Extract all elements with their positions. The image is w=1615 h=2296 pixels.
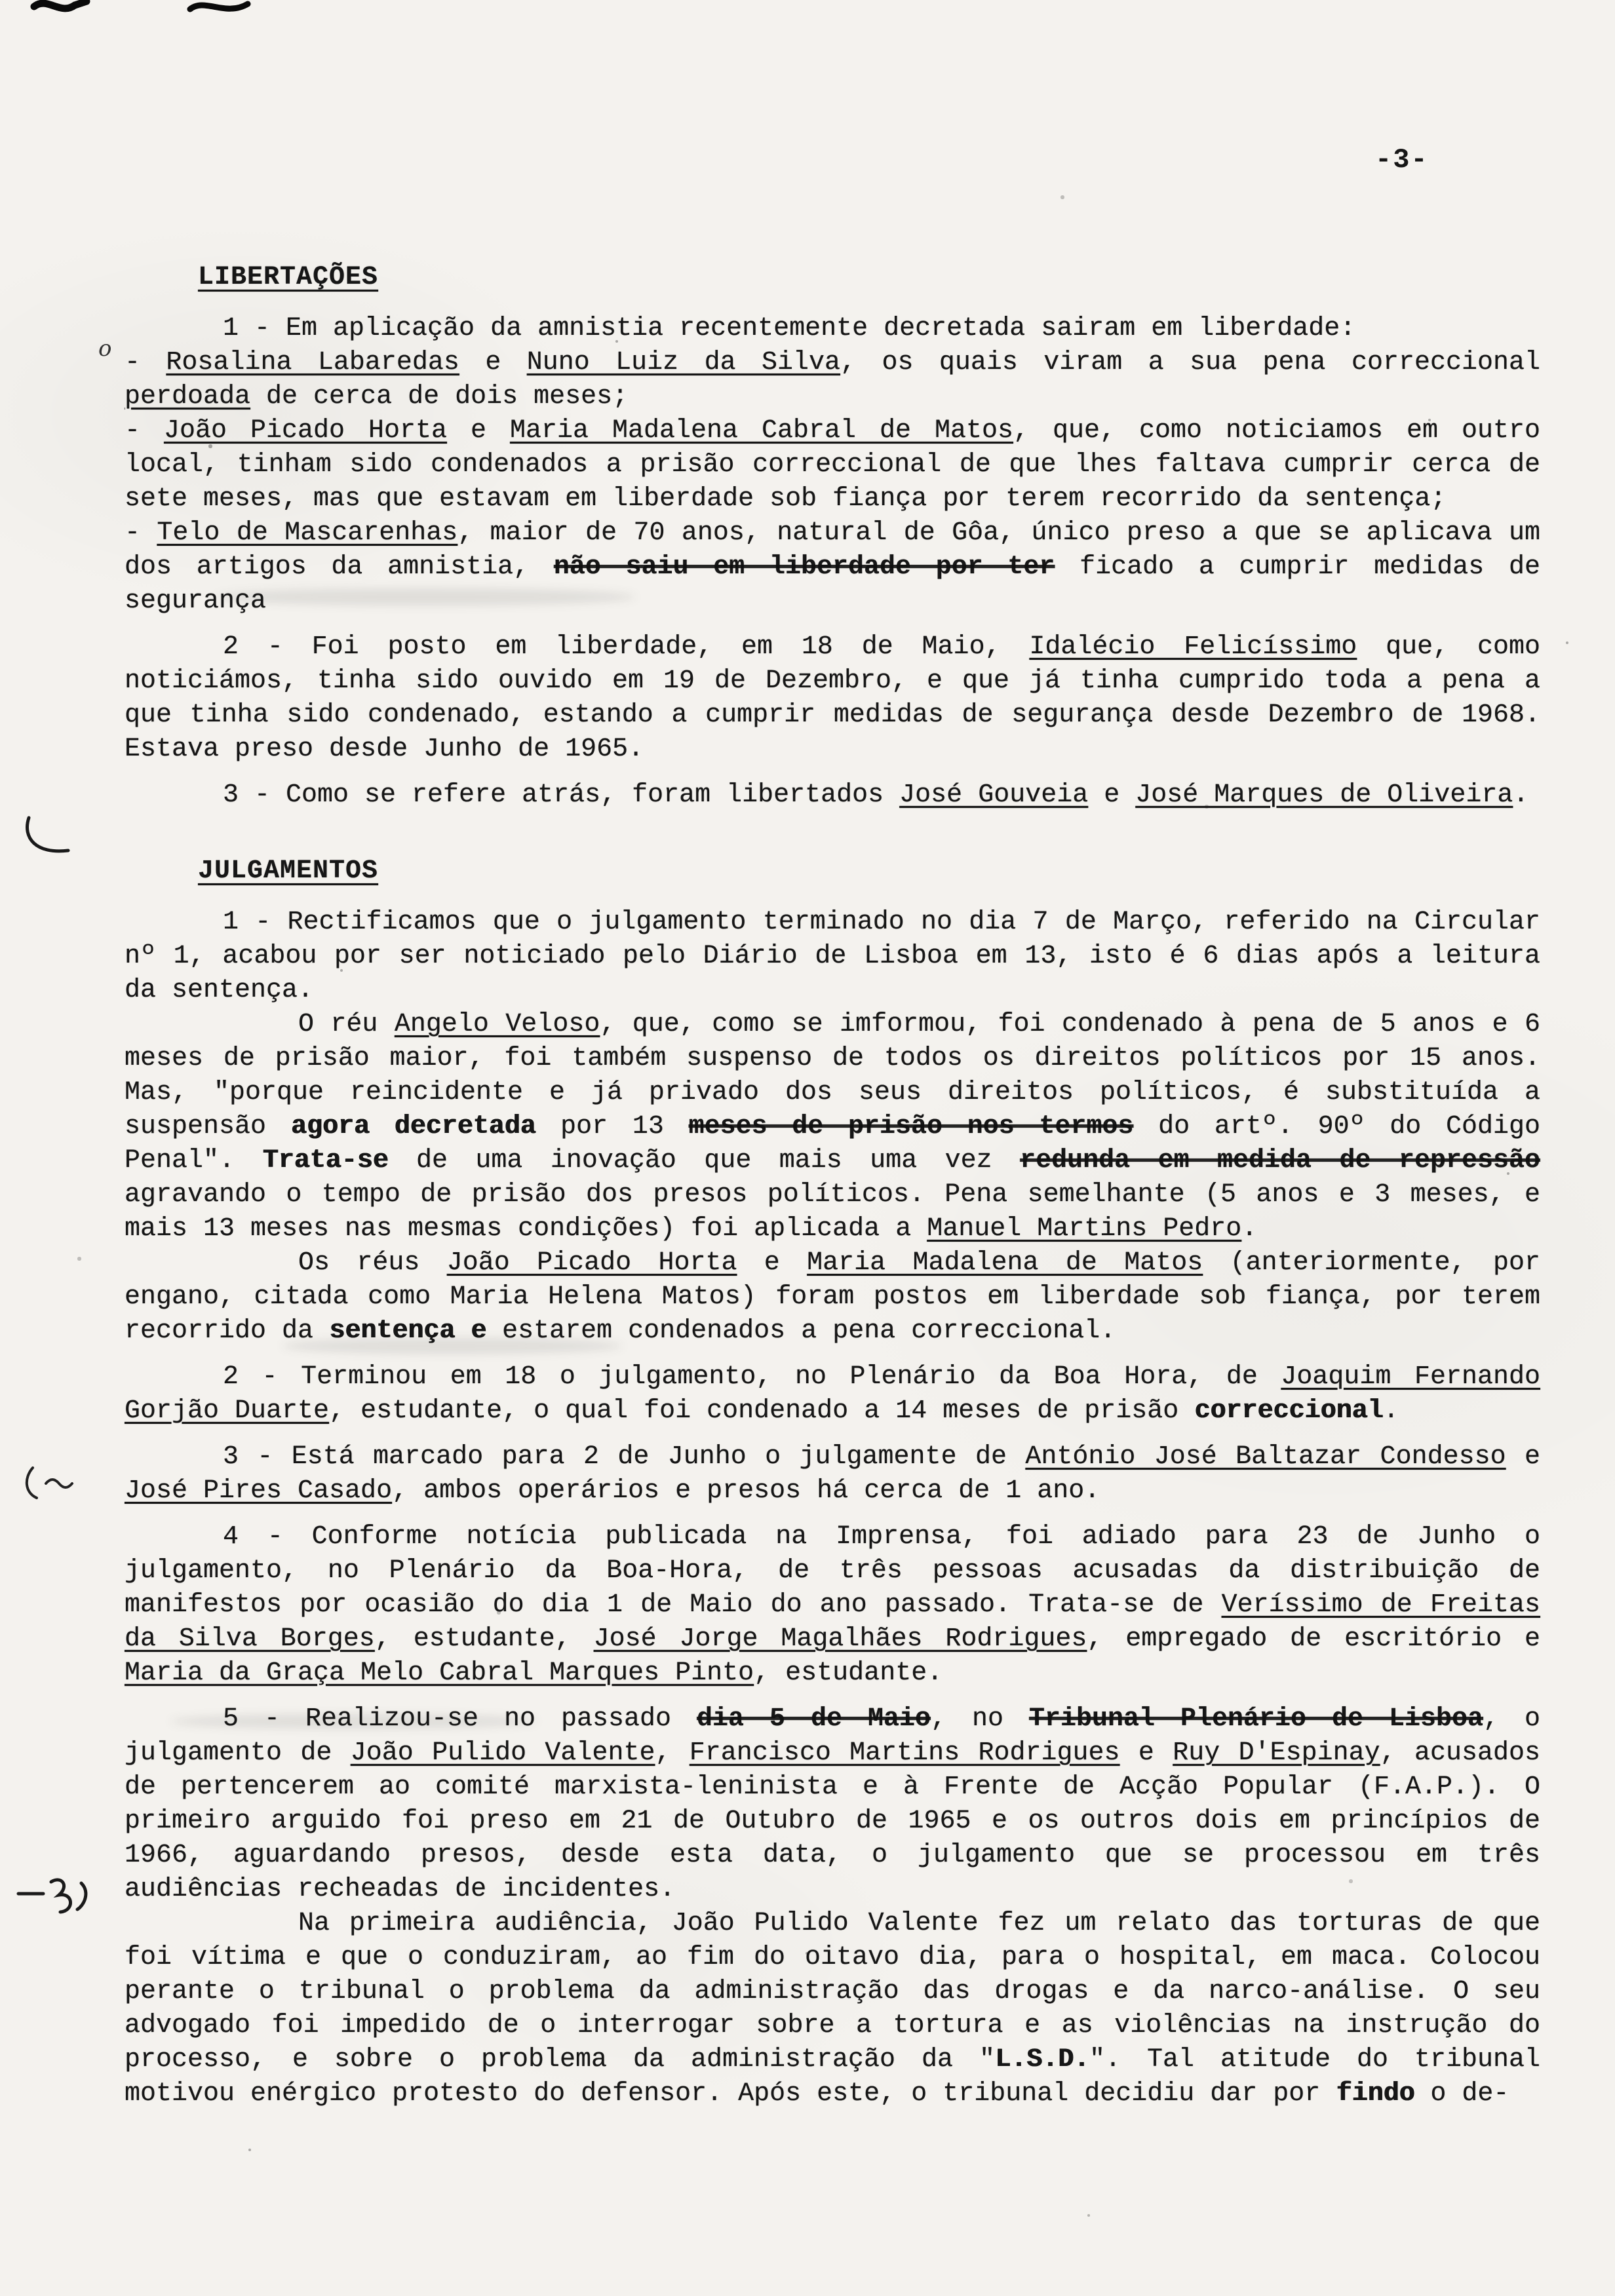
- text-run: Trata-se: [262, 1146, 389, 1176]
- paragraph: [125, 778, 1540, 813]
- paragraph: [125, 1360, 1540, 1428]
- text-run: ,: [655, 1738, 690, 1768]
- pen-mark-margin: [18, 1463, 84, 1504]
- paragraph: [125, 1008, 1540, 1246]
- text-run: 1 - Em aplicação da amnistia recentemente decretada sairam em liberdade:: [223, 314, 1356, 343]
- document-body: [125, 261, 1540, 2111]
- text-run: do artº. 90º do Código Penal".: [125, 1112, 1541, 1176]
- text-run: Tribunal Plenário de Lisboa: [1028, 1704, 1484, 1734]
- text-run: e: [1506, 1442, 1540, 1472]
- text-run: , maior de 70 anos, natural de Gôa, único preso a que se aplicava um dos artigos da amnistia,: [125, 518, 1540, 582]
- text-run: ". Tal atitude do tribunal motivou enérgico protesto do defensor. Após este, o tribunal decidiu dar por: [125, 2045, 1540, 2109]
- text-run: L.S.D.: [994, 2045, 1089, 2075]
- text-run: estarem condenados a pena correccional.: [486, 1316, 1116, 1346]
- underlined-name: João Picado Horta: [163, 416, 447, 446]
- ink-scribble-top-left: [26, 0, 275, 29]
- text-run: , ambos operários e presos há cerca de 1 ano.: [392, 1476, 1100, 1506]
- text-run: não saiu em liberdade por ter: [553, 552, 1055, 582]
- paragraph: [125, 906, 1540, 1008]
- text-run: ficado a cumprir medidas de segurança: [125, 552, 1540, 616]
- underlined-name: Rosalina Labaredas: [166, 348, 459, 377]
- text-run: e: [459, 348, 527, 377]
- text-run: de uma inovação que mais uma vez: [388, 1146, 1021, 1176]
- text-run: que, como noticiámos, tinha sido ouvido em 19 de Dezembro, e que já tinha cumprido toda a pena a que tinha sido condenado, estando a cumprir medidas de segurança desde Dezembro de 1968. Estava preso desde Junho de 1965.: [125, 632, 1540, 764]
- underlined-name: Maria da Graça Melo Cabral Marques Pinto: [125, 1658, 754, 1688]
- text-run: .: [1383, 1396, 1399, 1426]
- paragraph: [125, 630, 1540, 767]
- text-run: 2 - Terminou em 18 o julgamento, no Plenário da Boa Hora, de: [223, 1362, 1281, 1392]
- text-run: (anteriormente, por engano, citada como Maria Helena Matos) foram postos em liberdade sob fiança, por terem recorrido da: [125, 1248, 1541, 1346]
- underlined-name: Joaquim Fernando Gorjão Duarte: [125, 1362, 1541, 1426]
- underlined-name: José Marques de Oliveira: [1135, 780, 1513, 810]
- text-run: de cerca de dois meses;: [250, 382, 629, 411]
- underlined-name: Ruy D'Espinay: [1173, 1738, 1380, 1768]
- underlined-name: António José Baltazar Condesso: [1025, 1442, 1506, 1472]
- underlined-name: José Jorge Magalhães Rodrigues: [593, 1624, 1087, 1654]
- text-run: , que, como noticiamos em outro local, tinham sido condenados a prisão correccional de que lhes faltava cumprir cerca de sete meses, mas que estavam em liberdade sob fiança por terem recorrido da sentença;: [125, 416, 1540, 514]
- text-run: e: [1088, 780, 1136, 810]
- paragraph: [125, 346, 1540, 414]
- paragraph: [125, 1907, 1540, 2111]
- text-run: , que, como se imformou, foi condenado à pena de 5 anos e 6 meses de prisão maior, foi também suspenso de todos os direitos políticos por 15 anos. Mas, "porque reincidente e já privado dos seus direitos políticos, é substituída a suspensão: [125, 1010, 1540, 1141]
- text-run: , o julgamento de: [125, 1704, 1541, 1768]
- text-run: , estudante, o qual foi condenado a 14 meses de prisão: [329, 1396, 1195, 1426]
- text-run: -: [125, 416, 164, 446]
- underlined-name: João Picado Horta: [446, 1248, 737, 1278]
- underlined-name: Maria Madalena de Matos: [807, 1248, 1203, 1278]
- text-run: 2 - Foi posto em liberdade, em 18 de Maio,: [223, 632, 1030, 662]
- text-run: e: [447, 416, 510, 446]
- text-run: por 13: [535, 1112, 689, 1141]
- text-run: redunda em medida de repressão: [1020, 1146, 1540, 1176]
- underlined-name: Telo de Mascarenhas: [157, 518, 458, 548]
- text-run: meses de prisão nos termos: [688, 1112, 1134, 1141]
- underlined-name: Francisco Martins Rodrigues: [689, 1738, 1120, 1768]
- pen-mark-hook: [20, 811, 83, 868]
- underlined-name: Nuno Luiz da Silva: [526, 348, 841, 377]
- text-run: .: [1513, 780, 1529, 810]
- underlined-name: José Pires Casado: [125, 1476, 393, 1506]
- text-run: agora decretada: [290, 1112, 536, 1141]
- text-run: -: [125, 348, 166, 377]
- text-run: e: [737, 1248, 808, 1278]
- scan-noise-speckles: [0, 0, 1, 1]
- text-run: -: [125, 518, 157, 548]
- text-run: sentença e: [329, 1316, 487, 1346]
- text-run: e: [1119, 1738, 1173, 1768]
- paragraph: [125, 1520, 1540, 1691]
- text-run: 1 - Rectificamos que o julgamento terminado no dia 7 de Março, referido na Circular nº 1, acabou por ser noticiado pelo Diário de Lisboa em 13, isto é 6 dias após a leitura da sentença.: [125, 908, 1540, 1005]
- text-run: 5 - Realizou-se no passado: [223, 1704, 697, 1734]
- text-run: 3 - Está marcado para 2 de Junho o julgamente de: [223, 1442, 1026, 1472]
- underlined-name: Manuel Martins Pedro: [927, 1214, 1242, 1244]
- text-run: , empregado de escritório e: [1087, 1624, 1540, 1654]
- text-run: , acusados de pertencerem ao comité marxista-leninista e à Frente de Acção Popular (F.A.P.). O primeiro arguido foi preso em 21 de Outubro de 1965 e os outros dois em princípios de 1966, aguardando presos, desde esta data, o julgamento que se processou em três audiências recheadas de incidentes.: [125, 1738, 1540, 1904]
- paragraph: [125, 1246, 1540, 1349]
- text-run: .: [1241, 1214, 1258, 1244]
- underlined-name: José Gouveia: [899, 780, 1089, 810]
- paragraph: [125, 1702, 1540, 1907]
- paragraph: [125, 312, 1540, 346]
- page-number: -3-: [1375, 144, 1429, 176]
- underlined-name: Idalécio Felicíssimo: [1029, 632, 1357, 662]
- underlined-name: perdoada: [125, 382, 251, 411]
- text-run: , os quais viram a sua pena correccional: [840, 348, 1541, 377]
- handwritten-margin-note: o: [98, 335, 112, 362]
- text-run: findo: [1336, 2079, 1415, 2109]
- paragraph: [125, 516, 1540, 619]
- paragraph: [125, 1440, 1540, 1508]
- section-heading-julgamentos: JULGAMENTOS: [198, 856, 379, 886]
- underlined-name: Veríssimo de Freitas da Silva Borges: [125, 1590, 1541, 1654]
- text-run: O réu: [298, 1010, 395, 1039]
- text-run: , no: [930, 1704, 1029, 1734]
- text-run: 4 - Conforme notícia publicada na Imprensa, foi adiado para 23 de Junho o julgamento, no Plenário da Boa-Hora, de três pessoas acusadas da distribuição de manifestos por ocasião do dia 1 de Maio do ano passado. Trata-se de: [125, 1522, 1540, 1620]
- pen-scribble-bottom-left: [13, 1871, 111, 1921]
- text-run: 3 - Como se refere atrás, foram libertados: [223, 780, 900, 810]
- underlined-name: Maria Madalena Cabral de Matos: [509, 416, 1013, 446]
- text-run: agravando o tempo de prisão dos presos políticos. Pena semelhante (5 anos e 3 meses, e mais 13 meses nas mesmas condições) foi aplicada a: [125, 1180, 1540, 1244]
- underlined-name: Angelo Veloso: [394, 1010, 600, 1039]
- text-run: o de-: [1414, 2079, 1509, 2109]
- section-heading-libertacoes: LIBERTAÇÕES: [198, 263, 379, 292]
- paragraph: [125, 414, 1540, 516]
- text-run: correccional: [1194, 1396, 1384, 1426]
- text-run: Na primeira audiência, João Pulido Valente fez um relato das torturas de que foi vítima e que o conduziram, ao fim do oitavo dia, para o hospital, em maca. Colocou perante o tribunal o problema da administração das drogas e da narco-análise. O seu advogado foi impedido de o interrogar sobre a tortura e as violências na instrução do processo, e sobre o problema da administração da ": [125, 1909, 1540, 2075]
- text-run: dia 5 de Maio: [697, 1704, 931, 1734]
- text-run: , estudante.: [754, 1658, 943, 1688]
- text-run: , estudante,: [374, 1624, 594, 1654]
- underlined-name: João Pulido Valente: [350, 1738, 655, 1768]
- text-run: Os réus: [298, 1248, 447, 1278]
